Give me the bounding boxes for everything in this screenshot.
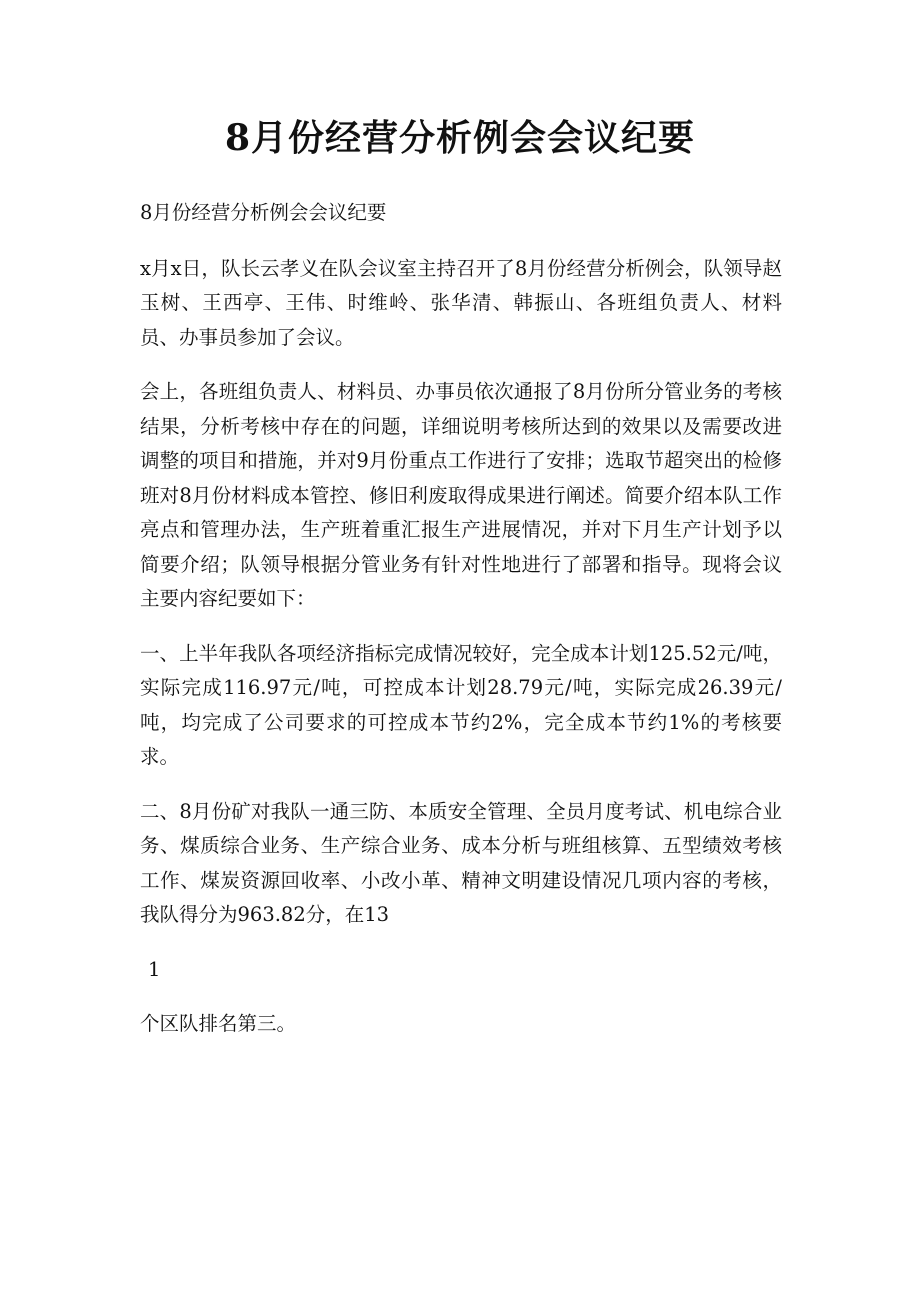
document-body <box>140 196 782 1062</box>
document-title: 8月份经营分析例会会议纪要 <box>224 117 696 159</box>
page-number: 1 <box>148 957 161 981</box>
paragraph-continuation: 个区队排名第三。 <box>140 1012 297 1035</box>
paragraph-attendance: x月x日，队长云孝义在队会议室主持召开了8月份经营分析例会，队领导赵玉树、王西亭、王伟、时维岭、张华清、韩振山、各班组负责人、材料员、办事员参加了会议。 <box>140 256 782 349</box>
paragraph-cost-indicators: 一、上半年我队各项经济指标完成情况较好，完全成本计划125.52元/吨，实际完成116.97元/吨，可控成本计划28.79元/吨，实际完成26.39元/吨，均完成了公司要求的可控成本节约2%，完全成本节约1%的考核要求。 <box>140 641 782 768</box>
document-subtitle: 8月份经营分析例会会议纪要 <box>140 201 387 224</box>
paragraph-assessment-score: 二、8月份矿对我队一通三防、本质安全管理、全员月度考试、机电综合业务、煤质综合业务、生产综合业务、成本分析与班组核算、五型绩效考核工作、煤炭资源回收率、小改小革、精神文明建设情况几项内容的考核，我队得分为963.82分，在13 <box>140 799 782 926</box>
paragraph-meeting-summary: 会上，各班组负责人、材料员、办事员依次通报了8月份所分管业务的考核结果，分析考核中存在的问题，详细说明考核所达到的效果以及需要改进调整的项目和措施，并对9月份重点工作进行了安排；选取节超突出的检修班对8月份材料成本管控、修旧利废取得成果进行阐述。简要介绍本队工作亮点和管理办法，生产班着重汇报生产进展情况，并对下月生产计划予以简要介绍；队领导根据分管业务有针对性地进行了部署和指导。现将会议主要内容纪要如下： <box>140 380 782 610</box>
